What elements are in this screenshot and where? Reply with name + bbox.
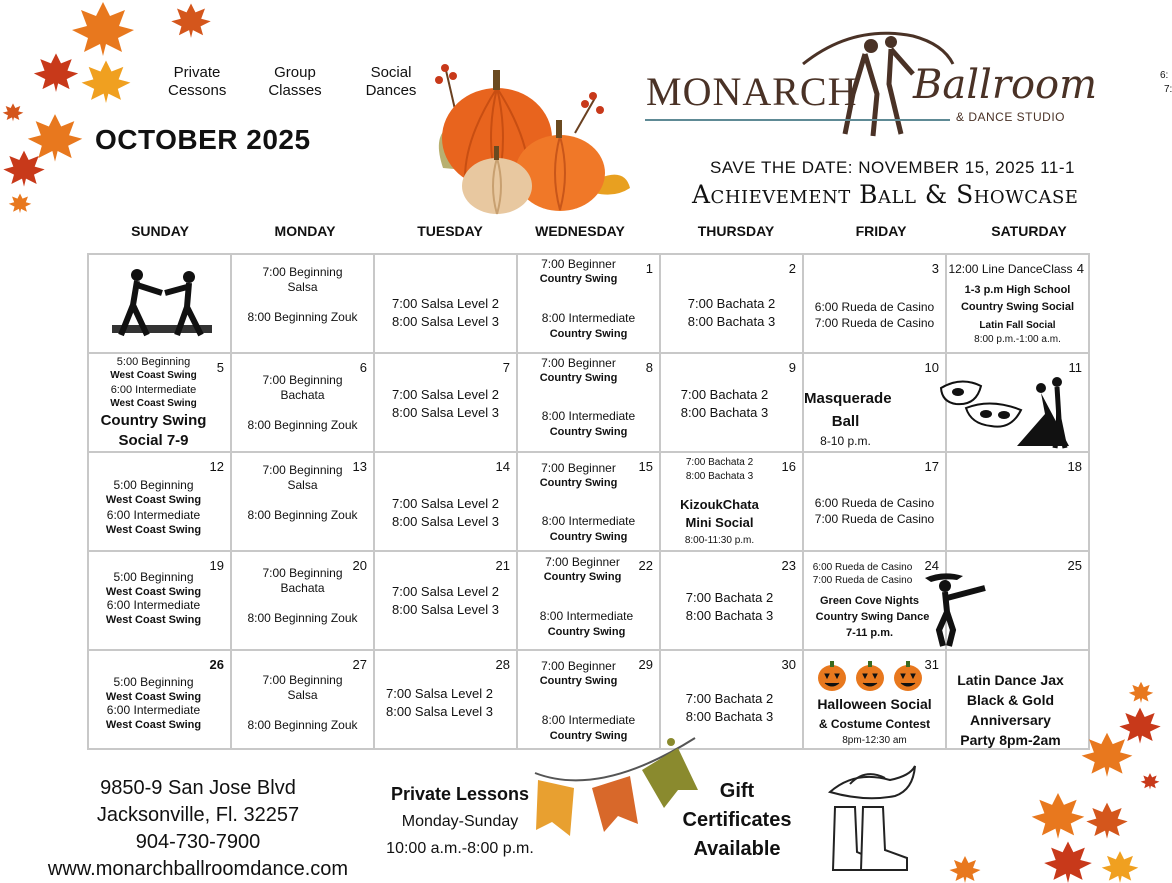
website-link[interactable]: www.monarchballroomdance.com	[47, 858, 349, 880]
dancers-silhouette	[107, 265, 217, 345]
mon27-l2: Salsa	[287, 688, 318, 702]
calendar-grid	[87, 253, 1090, 750]
cell-day-3	[803, 254, 946, 353]
maple-leaf-icon	[1100, 850, 1140, 883]
sun12-l1: 5:00 Beginning	[113, 478, 194, 492]
nav-group-l2: Classes	[268, 82, 322, 99]
day-number: 1	[645, 261, 653, 276]
wed29-l2: Country Swing	[539, 675, 618, 687]
day-number: 6	[359, 360, 367, 375]
cell-day-9	[660, 353, 803, 452]
cell-day-23	[660, 551, 803, 650]
nav-group-classes[interactable]	[266, 64, 324, 100]
tue7-l2: 8:00 Salsa Level 3	[392, 405, 499, 420]
address-line-2: Jacksonville, Fl. 32257	[96, 804, 300, 826]
wed22-l2: Country Swing	[543, 571, 622, 583]
fri31-l1: Halloween Social	[817, 696, 932, 712]
nav-social-l2: Dances	[365, 82, 417, 99]
phone-number[interactable]: 904-730-7900	[135, 831, 261, 853]
studio-address	[30, 775, 366, 883]
sun26-l1: 5:00 Beginning	[113, 675, 194, 689]
day-number: 24	[924, 558, 939, 573]
cell-day-21	[374, 551, 517, 650]
day-header-friday: FRIDAY	[855, 223, 907, 239]
day-number: 26	[209, 657, 224, 672]
cell-day-12	[88, 452, 231, 551]
sat4-l4: Latin Fall Social	[979, 320, 1056, 331]
logo-underline	[645, 119, 950, 121]
edge-text-b: 7:	[1164, 84, 1172, 95]
gift-line-1: Gift	[719, 780, 755, 802]
logo-word-ballroom: Ballroom	[913, 62, 1098, 108]
maple-leaf-icon	[1128, 680, 1154, 704]
cell-day-18	[946, 452, 1089, 551]
tue1-l1: 7:00 Salsa Level 2	[392, 296, 499, 311]
sat4-l2: 1-3 p.m High School	[964, 284, 1071, 296]
mon1-l1: 7:00 Beginning	[262, 265, 343, 279]
cell-day-7	[374, 353, 517, 452]
sun12-l4: West Coast Swing	[105, 524, 202, 536]
cell-day-19	[88, 551, 231, 650]
day-header-tuesday: TUESDAY	[417, 223, 483, 239]
cell-day-16	[660, 452, 803, 551]
sat-last-l3: Anniversary	[970, 712, 1051, 728]
sun26-l2: West Coast Swing	[105, 691, 202, 703]
day-number: 2	[788, 261, 796, 276]
fri17-l1: 6:00 Rueda de Casino	[814, 496, 935, 510]
sat4-l3: Country Swing Social	[960, 301, 1075, 313]
thu2-l2: 8:00 Bachata 3	[687, 314, 776, 329]
mon1-zouk: 8:00 Beginning Zouk	[247, 310, 358, 324]
mon20-l2: Bachata	[280, 581, 325, 595]
cell-sat-last	[946, 650, 1089, 749]
day-number: 31	[924, 657, 939, 672]
day-number: 19	[209, 558, 224, 573]
sun19-l1: 5:00 Beginning	[113, 570, 194, 584]
nav-private-l2: Cessons	[168, 82, 227, 99]
sat-last-l1: Latin Dance Jax	[957, 672, 1064, 688]
pumpkin-icon	[425, 58, 635, 218]
day-number: 23	[781, 558, 796, 573]
sun5-l4: West Coast Swing	[110, 398, 197, 409]
fri10-l2: Ball	[831, 413, 860, 430]
wed15-l1: 7:00 Beginner	[541, 461, 616, 475]
gift-certificates	[676, 777, 798, 864]
maple-leaf-icon	[8, 192, 32, 214]
cell-day-27	[231, 650, 374, 749]
mon13-l2: Salsa	[287, 478, 318, 492]
day-header-wednesday: WEDNESDAY	[535, 223, 625, 239]
mon6-l2: Bachata	[280, 388, 325, 402]
thu9-l1: 7:00 Bachata 2	[680, 387, 769, 402]
sun12-l3: 6:00 Intermediate	[106, 508, 201, 522]
maple-leaf-icon	[2, 102, 24, 122]
day-number: 10	[924, 360, 939, 375]
gift-line-2: Certificates	[682, 809, 792, 831]
day-number: 7	[502, 360, 510, 375]
tue14-l1: 7:00 Salsa Level 2	[392, 496, 499, 511]
mon6-zouk: 8:00 Beginning Zouk	[247, 418, 358, 432]
cell-tue-1	[374, 254, 517, 353]
logo-word-monarch: MONARCH	[646, 69, 858, 114]
couple-dancing-silhouette	[1009, 374, 1079, 450]
cell-day-14	[374, 452, 517, 551]
tue7-l1: 7:00 Salsa Level 2	[392, 387, 499, 402]
fri3-l1: 6:00 Rueda de Casino	[814, 300, 935, 314]
nav-social-dances[interactable]	[362, 64, 420, 100]
tue21-l2: 8:00 Salsa Level 3	[392, 602, 499, 617]
thu16-l1: 7:00 Bachata 2	[685, 457, 754, 468]
sun26-l3: 6:00 Intermediate	[106, 703, 201, 717]
private-lessons-title: Private Lessons	[390, 784, 530, 804]
sun26-l4: West Coast Swing	[105, 719, 202, 731]
wed8-l4: Country Swing	[549, 426, 628, 438]
thu16-l4: Mini Social	[685, 515, 754, 530]
wed22-l4: Country Swing	[547, 626, 626, 638]
fri10-l1: Masquerade	[804, 390, 892, 407]
cell-day-26	[88, 650, 231, 749]
fri31-l2: & Costume Contest	[818, 717, 931, 731]
studio-logo	[643, 24, 1098, 144]
day-number: 13	[352, 459, 367, 474]
cell-day-15	[517, 452, 660, 551]
achievement-ball-title: Achievement Ball & Showcase	[692, 180, 1079, 209]
day-number: 27	[352, 657, 367, 672]
cowboy-boots-icon	[815, 762, 925, 877]
private-lessons-days: Monday-Sunday	[401, 813, 519, 830]
wed1-l3: 8:00 Intermediate	[541, 311, 636, 325]
save-the-date: SAVE THE DATE: NOVEMBER 15, 2025 11-1	[710, 158, 1075, 177]
wed29-l4: Country Swing	[549, 730, 628, 742]
sun19-l3: 6:00 Intermediate	[106, 598, 201, 612]
maple-leaf-icon	[70, 0, 136, 56]
cell-day-25	[946, 551, 1089, 650]
mon13-zouk: 8:00 Beginning Zouk	[247, 508, 358, 522]
fri24-l4: Country Swing Dance	[815, 611, 930, 623]
nav-private-lessons[interactable]	[168, 64, 226, 100]
tue1-l2: 8:00 Salsa Level 3	[392, 314, 499, 329]
maple-leaf-icon	[1040, 840, 1096, 883]
maple-leaf-icon	[1085, 800, 1129, 840]
mon27-zouk: 8:00 Beginning Zouk	[247, 718, 358, 732]
fri24-l5: 7-11 p.m.	[845, 627, 894, 639]
cell-day-22	[517, 551, 660, 650]
mon6-l1: 7:00 Beginning	[262, 373, 343, 387]
sat-last-l4: Party 8pm-2am	[960, 732, 1061, 748]
mon20-l1: 7:00 Beginning	[262, 566, 343, 580]
day-number: 15	[638, 459, 653, 474]
private-lessons-hours: 10:00 a.m.-8:00 p.m.	[386, 840, 534, 857]
logo-subtitle: & DANCE STUDIO	[956, 110, 1066, 124]
day-number: 28	[495, 657, 510, 672]
wed15-l3: 8:00 Intermediate	[541, 514, 636, 528]
sat4-l5: 8:00 p.m.-1:00 a.m.	[974, 334, 1061, 345]
maple-leaf-icon	[1140, 772, 1160, 790]
thu23-l1: 7:00 Bachata 2	[685, 590, 774, 605]
cell-day-4	[946, 254, 1089, 353]
thu30-l2: 8:00 Bachata 3	[685, 709, 774, 724]
day-header-saturday: SATURDAY	[991, 223, 1067, 239]
thu23-l2: 8:00 Bachata 3	[685, 608, 774, 623]
day-number: 11	[1068, 360, 1082, 375]
cowgirl-silhouette	[923, 570, 993, 650]
wed15-l4: Country Swing	[549, 531, 628, 543]
maple-leaf-icon	[1030, 790, 1086, 840]
maple-leaf-icon	[2, 148, 46, 188]
maple-leaf-icon	[32, 52, 80, 92]
nav-group-l1: Group	[274, 64, 316, 81]
day-number: 20	[352, 558, 367, 573]
day-number: 30	[781, 657, 796, 672]
sat4-l1: 12:00 Line DanceClass	[948, 262, 1073, 276]
nav-social-l1: Social	[370, 64, 412, 81]
cell-day-13	[231, 452, 374, 551]
fri10-l3: 8-10 p.m.	[820, 434, 871, 448]
maple-leaf-icon	[948, 855, 982, 883]
mon13-l1: 7:00 Beginning	[262, 463, 343, 477]
gift-line-3: Available	[693, 838, 781, 860]
maple-leaf-icon	[170, 2, 212, 38]
thu16-l5: 8:00-11:30 p.m.	[684, 535, 755, 546]
sun19-l2: West Coast Swing	[105, 586, 202, 598]
day-number: 5	[216, 360, 224, 375]
wed22-l3: 8:00 Intermediate	[539, 609, 634, 623]
cell-mon-1	[231, 254, 374, 353]
jack-o-lantern-icon	[816, 659, 926, 693]
cell-day-28	[374, 650, 517, 749]
sun5-l2: West Coast Swing	[110, 370, 197, 381]
tue28-l2: 8:00 Salsa Level 3	[386, 704, 493, 719]
cell-day-2	[660, 254, 803, 353]
wed29-l3: 8:00 Intermediate	[541, 713, 636, 727]
wed1-l2: Country Swing	[539, 273, 618, 285]
cell-day-10	[803, 353, 946, 452]
maple-leaf-icon	[80, 58, 132, 104]
sun5-l1: 5:00 Beginning	[116, 356, 191, 368]
sun5-big-l2: Social 7-9	[118, 432, 189, 449]
wed8-l1: 7:00 Beginner	[541, 356, 616, 370]
fri17-l2: 7:00 Rueda de Casino	[814, 512, 935, 526]
day-header-monday: MONDAY	[274, 223, 336, 239]
tue28-l1: 7:00 Salsa Level 2	[386, 686, 493, 701]
wed8-l2: Country Swing	[539, 372, 618, 384]
day-number: 21	[495, 558, 510, 573]
wed22-l1: 7:00 Beginner	[545, 555, 620, 569]
tue21-l1: 7:00 Salsa Level 2	[392, 584, 499, 599]
day-number: 9	[788, 360, 796, 375]
thu16-l3: KizoukChata	[680, 497, 759, 512]
day-number: 25	[1067, 558, 1082, 573]
thu9-l2: 8:00 Bachata 3	[680, 405, 769, 420]
thu16-l2: 8:00 Bachata 3	[685, 471, 754, 482]
day-number: 8	[645, 360, 653, 375]
fri3-l2: 7:00 Rueda de Casino	[814, 316, 935, 330]
cell-day-11	[946, 353, 1089, 452]
mon1-l2: Salsa	[287, 280, 318, 294]
edge-text-a: 6:	[1160, 70, 1169, 81]
tue14-l2: 8:00 Salsa Level 3	[392, 514, 499, 529]
fri31-l3: 8pm-12:30 am	[842, 735, 907, 746]
sun5-big-l1: Country Swing	[100, 412, 207, 429]
day-number: 16	[781, 459, 796, 474]
wed8-l3: 8:00 Intermediate	[541, 409, 636, 423]
day-header-sunday: SUNDAY	[131, 223, 189, 239]
day-number: 12	[209, 459, 224, 474]
cell-day-20	[231, 551, 374, 650]
day-number: 14	[495, 459, 510, 474]
wed29-l1: 7:00 Beginner	[541, 659, 616, 673]
wed1-l4: Country Swing	[549, 328, 628, 340]
private-lessons-info	[375, 781, 545, 862]
fri24-l2: 7:00 Rueda de Casino	[812, 575, 913, 586]
sun12-l2: West Coast Swing	[105, 494, 202, 506]
cell-day-6	[231, 353, 374, 452]
fri24-l1: 6:00 Rueda de Casino	[812, 562, 913, 573]
cell-empty-sun-1	[88, 254, 231, 353]
day-number: 4	[1076, 261, 1084, 276]
thu30-l1: 7:00 Bachata 2	[685, 691, 774, 706]
day-number: 3	[931, 261, 939, 276]
fri24-l3: Green Cove Nights	[819, 595, 920, 607]
sun19-l4: West Coast Swing	[105, 614, 202, 626]
wed1-l1: 7:00 Beginner	[541, 257, 616, 271]
wed15-l2: Country Swing	[539, 477, 618, 489]
day-number: 18	[1067, 459, 1082, 474]
day-number: 29	[638, 657, 653, 672]
mon20-zouk: 8:00 Beginning Zouk	[247, 611, 358, 625]
cell-day-1	[517, 254, 660, 353]
address-line-1: 9850-9 San Jose Blvd	[100, 777, 296, 799]
cell-day-17	[803, 452, 946, 551]
maple-leaf-icon	[1080, 730, 1134, 778]
thu2-l1: 7:00 Bachata 2	[687, 296, 776, 311]
cell-day-8	[517, 353, 660, 452]
month-title: OCTOBER 2025	[95, 124, 311, 155]
day-header-thursday: THURSDAY	[697, 223, 775, 239]
cell-day-5	[88, 353, 231, 452]
nav-private-l1: Private	[173, 64, 221, 81]
sun5-l3: 6:00 Intermediate	[110, 384, 197, 396]
mon27-l1: 7:00 Beginning	[262, 673, 343, 687]
cell-day-31	[803, 650, 946, 749]
sat-last-l2: Black & Gold	[966, 692, 1055, 708]
day-number: 22	[638, 558, 653, 573]
day-number: 17	[924, 459, 939, 474]
